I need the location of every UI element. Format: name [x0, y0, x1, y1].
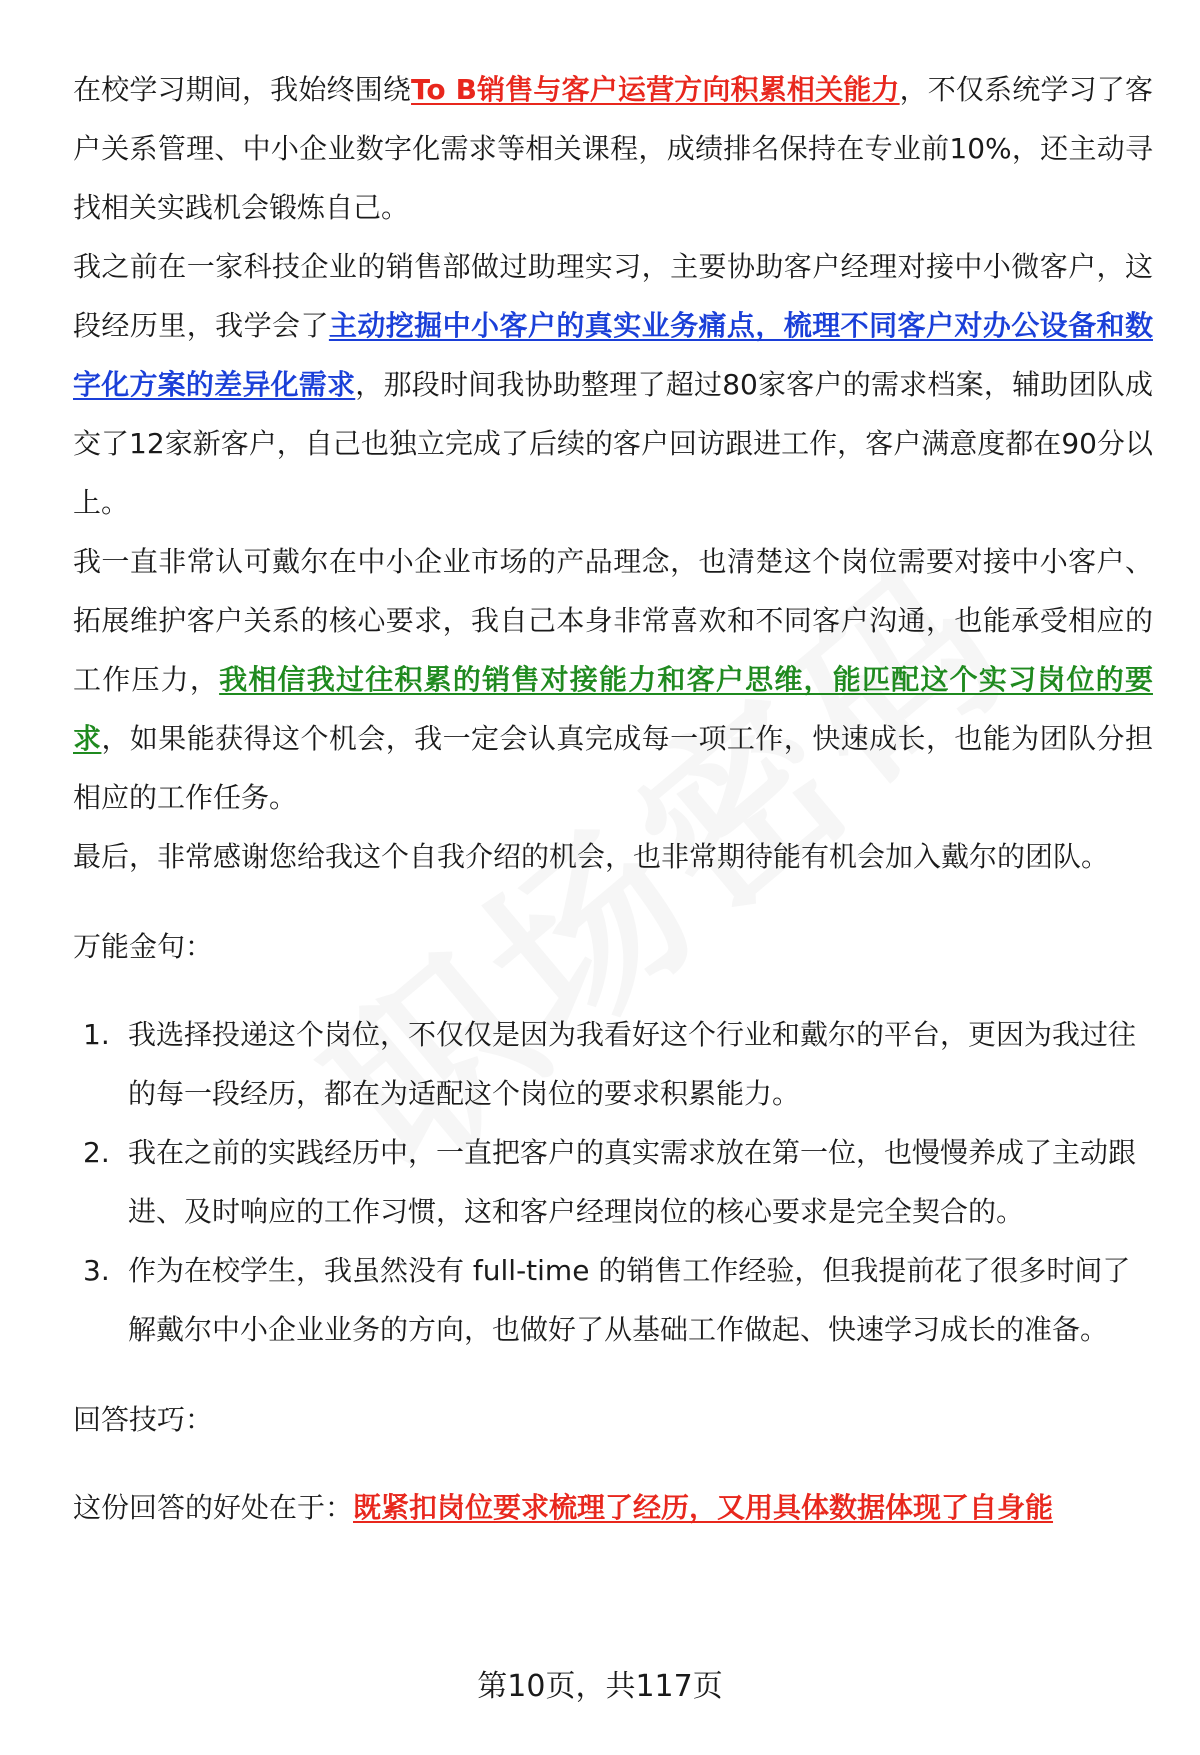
paragraph-internship: [73, 237, 1153, 532]
golden-lines-list: [73, 1005, 1153, 1359]
list-item: [73, 1241, 1153, 1359]
paragraph-text: ，如果能获得这个机会，我一定会认真完成每一项工作，快速成长，也能为团队分担相应的工作任务。: [73, 722, 1153, 814]
paragraph-motivation: [73, 532, 1153, 827]
tips-heading: 回答技巧：: [73, 1403, 214, 1436]
highlight-red: To B销售与客户运营方向积累相关能力: [411, 73, 900, 106]
paragraph-closing: 最后，非常感谢您给我这个自我介绍的机会，也非常期待能有机会加入戴尔的团队。: [73, 840, 1110, 873]
paragraph-text: 我之前在一家科技企业的销售部做过助理实习，主要协助客户经理对接中小微客户，这段经历里，我学会了: [73, 250, 1153, 342]
list-text: 我选择投递这个岗位，不仅仅是因为我看好这个行业和戴尔的平台，更因为我过往的每一段经历，都在为适配这个岗位的要求积累能力。: [128, 1018, 1137, 1110]
paragraph-text: 在校学习期间，我始终围绕: [73, 73, 412, 106]
page-footer: 第10页，共117页: [477, 1669, 723, 1704]
list-number: 2.: [83, 1136, 110, 1169]
highlight-green: 我相信我过往积累的销售对接能力和客户思维，能匹配这个实习岗位的要求: [73, 663, 1153, 755]
paragraph-text: 我一直非常认可戴尔在中小企业市场的产品理念，也清楚这个岗位需要对接中小客户、拓展维护客户关系的核心要求，我自己本身非常喜欢和不同客户沟通，也能承受相应的工作压力，: [73, 545, 1153, 696]
paragraph-text: ，不仅系统学习了客户关系管理、中小企业数字化需求等相关课程，成绩排名保持在专业前10%，还主动寻找相关实践机会锻炼自己。: [73, 73, 1153, 224]
golden-lines-heading: 万能金句：: [73, 930, 214, 963]
list-item: [73, 1123, 1153, 1241]
paragraph-tips: [73, 1478, 1153, 1537]
paragraph-study: [73, 60, 1153, 237]
highlight-blue: 主动挖掘中小客户的真实业务痛点，梳理不同客户对办公设备和数字化方案的差异化需求: [73, 309, 1153, 401]
list-text: 作为在校学生，我虽然没有 full-time 的销售工作经验，但我提前花了很多时间了解戴尔中小企业业务的方向，也做好了从基础工作做起、快速学习成长的准备。: [128, 1254, 1131, 1346]
paragraph-text: 这份回答的好处在于：: [73, 1491, 354, 1524]
list-item: [73, 1005, 1153, 1123]
highlight-red: 既紧扣岗位要求梳理了经历，又用具体数据体现了自身能: [353, 1491, 1054, 1524]
document-body: [73, 60, 1153, 1537]
paragraph-text: ，那段时间我协助整理了超过80家客户的需求档案，辅助团队成交了12家新客户，自己也独立完成了后续的客户回访跟进工作，客户满意度都在90分以上。: [73, 368, 1153, 519]
list-text: 我在之前的实践经历中，一直把客户的真实需求放在第一位，也慢慢养成了主动跟进、及时响应的工作习惯，这和客户经理岗位的核心要求是完全契合的。: [128, 1136, 1137, 1228]
list-number: 3.: [83, 1254, 110, 1287]
list-number: 1.: [83, 1018, 110, 1051]
